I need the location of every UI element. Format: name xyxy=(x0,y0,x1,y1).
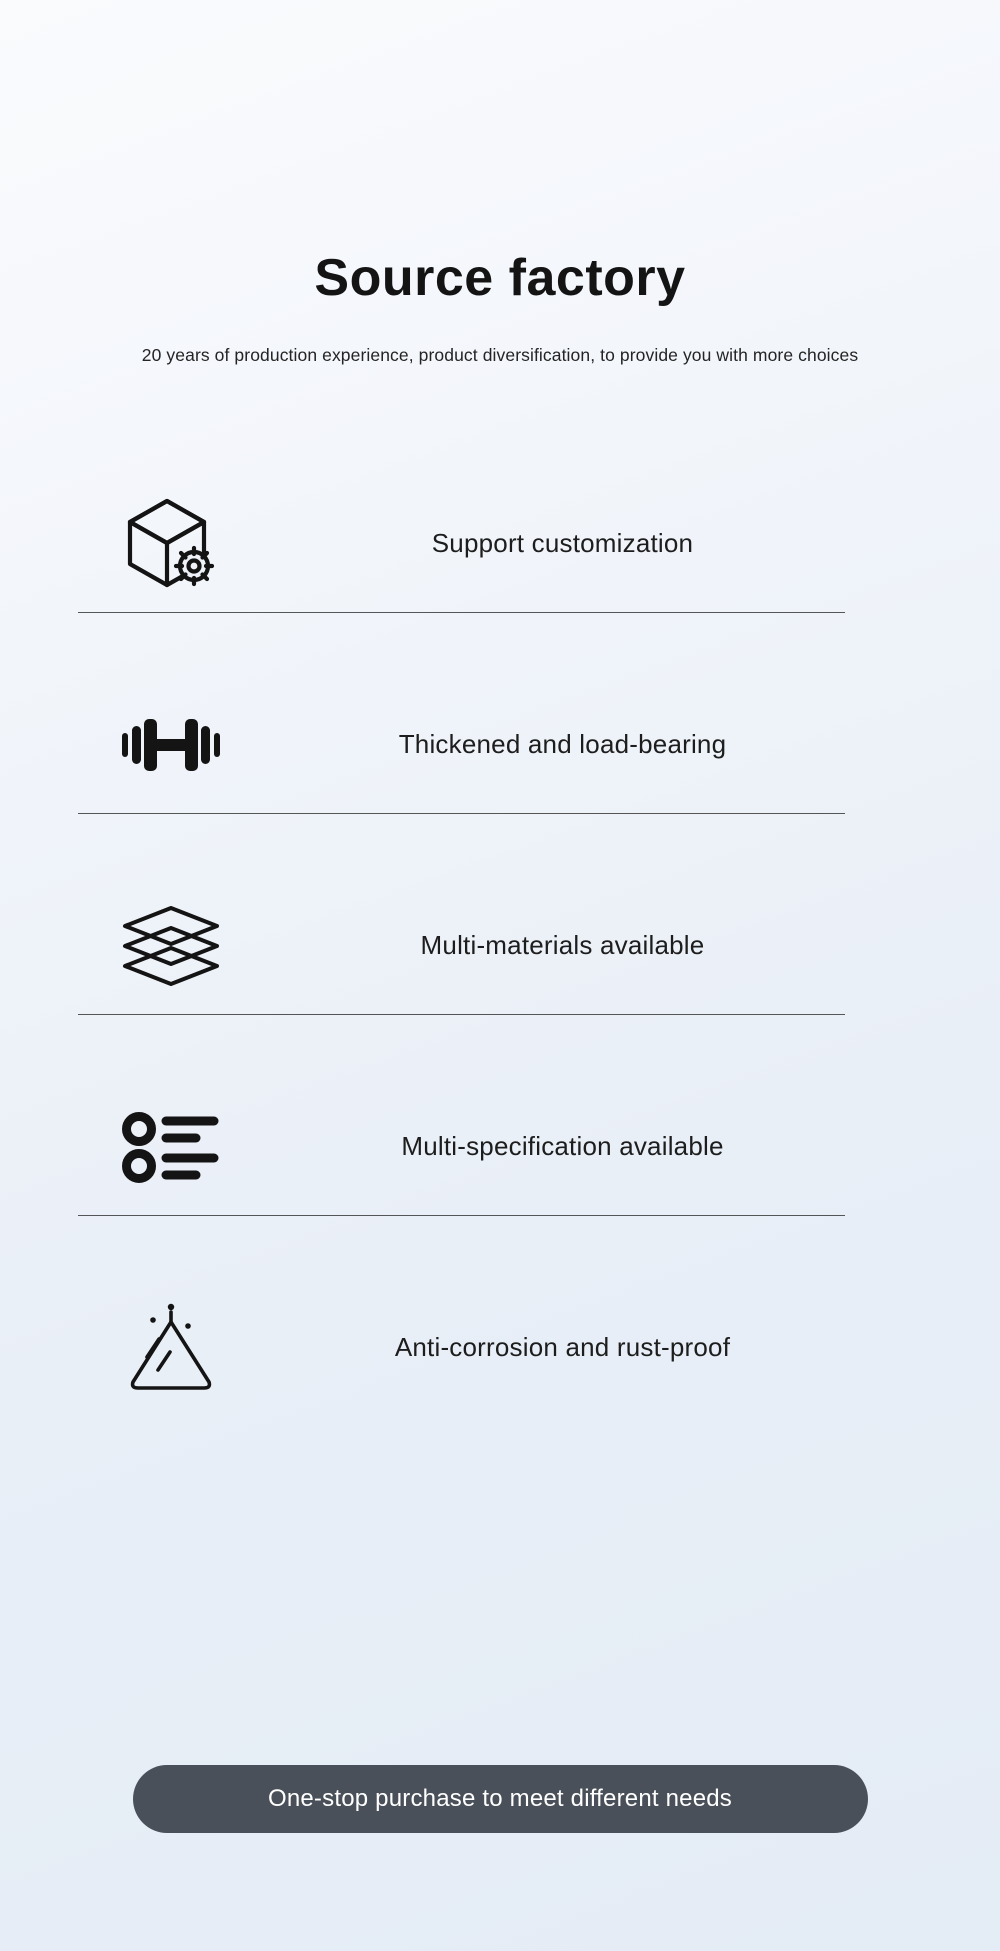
page-header xyxy=(0,0,1000,366)
anti-corrosion-cone-icon xyxy=(78,1300,263,1396)
feature-label: Support customization xyxy=(431,528,694,559)
list-item xyxy=(78,682,922,807)
feature-label: Thickened and load-bearing xyxy=(398,729,727,760)
list-item xyxy=(78,481,922,606)
feature-label: Multi-specification available xyxy=(401,1131,724,1162)
page-subtitle: 20 years of production experience, product diversification, to provide you with more choices xyxy=(141,345,859,366)
feature-list xyxy=(0,481,1000,1410)
layers-icon xyxy=(78,904,263,988)
footer xyxy=(0,1765,1000,1833)
one-stop-purchase-button[interactable]: One-stop purchase to meet different needs xyxy=(133,1765,868,1833)
sliders-list-icon xyxy=(78,1111,263,1183)
box-gear-icon xyxy=(78,492,263,596)
page-title: Source factory xyxy=(314,249,686,307)
feature-label: Multi-materials available xyxy=(420,930,705,961)
list-item xyxy=(78,1084,922,1209)
feature-label: Anti-corrosion and rust-proof xyxy=(394,1332,731,1363)
list-item xyxy=(78,883,922,1008)
dumbbell-icon xyxy=(78,715,263,775)
list-item xyxy=(78,1285,922,1410)
